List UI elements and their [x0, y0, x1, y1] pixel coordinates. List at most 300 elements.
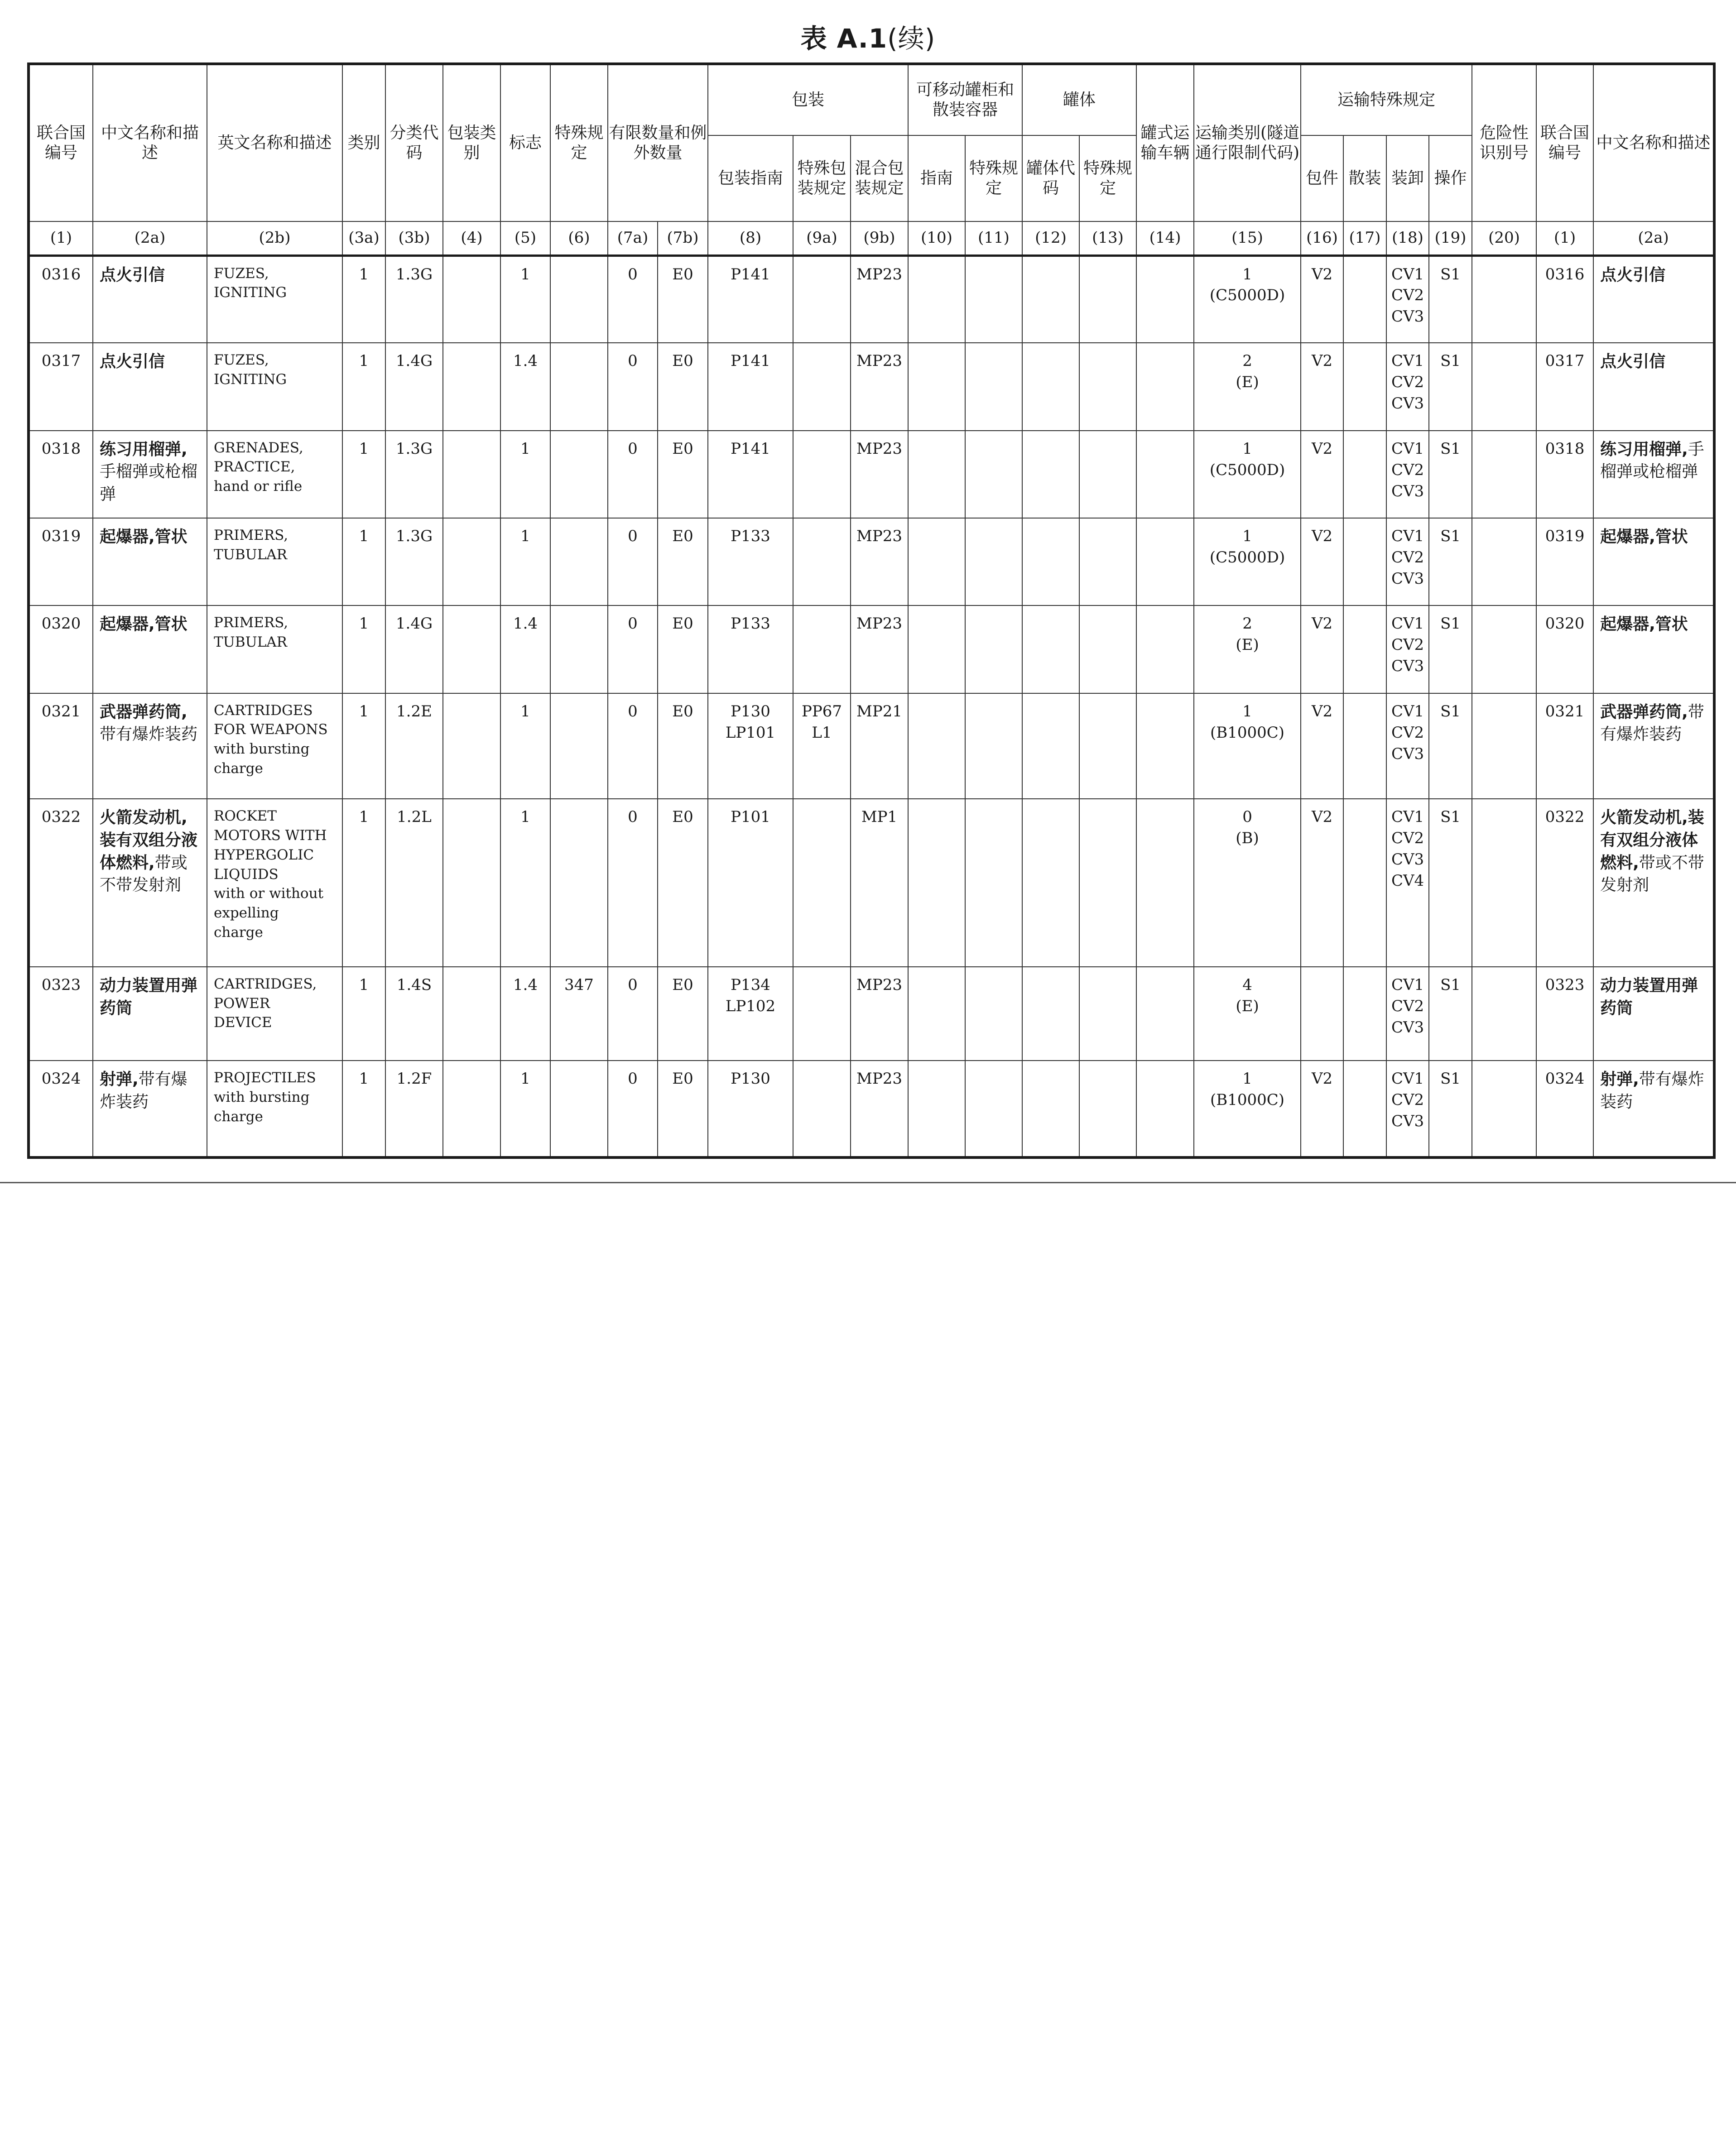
english-name-line: FUZES, — [214, 352, 269, 369]
english-name-description: with bursting — [214, 741, 310, 758]
tank-special-cell — [1079, 431, 1136, 518]
excepted-quantity-cell: E0 — [658, 431, 708, 518]
packages-provision-cell: V2 — [1301, 605, 1343, 693]
tunnel-restriction-code: (B1000C) — [1210, 723, 1285, 742]
chinese-name-cell — [93, 1061, 207, 1157]
operation-provision-cell: S1 — [1429, 799, 1472, 967]
tank-code-cell — [1022, 799, 1079, 967]
excepted-quantity-cell: E0 — [658, 605, 708, 693]
column-number: (7b) — [658, 221, 708, 255]
chinese-name-bold: 射弹, — [1600, 1070, 1639, 1089]
transport-category-cell — [1194, 255, 1301, 343]
bulk-provision-cell — [1343, 967, 1386, 1061]
un-number-repeat-cell: 0317 — [1536, 343, 1593, 430]
loading-code: CV1 — [1391, 615, 1424, 633]
excepted-quantity-cell: E0 — [658, 343, 708, 430]
loading-code: CV2 — [1391, 1091, 1424, 1109]
special-packing-provisions-cell — [793, 967, 851, 1061]
chinese-name-bold: 起爆器,管状 — [100, 528, 188, 547]
header-packages: 包件 — [1301, 135, 1343, 221]
classification-code-cell: 1.4S — [385, 967, 443, 1061]
transport-category-value: 2 — [1242, 615, 1252, 633]
packing-group-cell — [443, 967, 500, 1061]
table-row — [29, 343, 1714, 430]
chinese-name-repeat-cell — [1593, 255, 1714, 343]
classification-code-cell: 1.4G — [385, 343, 443, 430]
chinese-name-cell — [93, 693, 207, 799]
special-provisions-cell — [550, 518, 608, 605]
chinese-name-bold: 动力装置用弹药筒 — [100, 976, 198, 1018]
bulk-provision-cell — [1343, 799, 1386, 967]
loading-code: CV3 — [1391, 482, 1424, 500]
label-cell: 1.4 — [500, 343, 550, 430]
chinese-name-cell — [93, 255, 207, 343]
un-number-repeat-cell: 0321 — [1536, 693, 1593, 799]
label-cell: 1 — [500, 518, 550, 605]
chinese-name-bold: 武器弹药筒, — [1600, 702, 1688, 721]
portable-tank-instructions-cell — [908, 255, 965, 343]
english-name-cell — [207, 431, 342, 518]
loading-code: CV3 — [1391, 569, 1424, 588]
loading-code: CV2 — [1391, 373, 1424, 392]
excepted-quantity-cell: E0 — [658, 693, 708, 799]
packages-provision-cell: V2 — [1301, 693, 1343, 799]
chinese-name-bold: 点火引信 — [1600, 352, 1666, 371]
tunnel-restriction-code: (E) — [1236, 373, 1259, 392]
special-provisions-cell — [550, 255, 608, 343]
loading-code: CV1 — [1391, 439, 1424, 458]
packing-instruction-code: P141 — [731, 265, 770, 283]
loading-code: CV1 — [1391, 265, 1424, 283]
english-name-description: charge — [214, 924, 263, 941]
un-number-cell: 0319 — [29, 518, 93, 605]
tunnel-restriction-code: (E) — [1236, 997, 1259, 1015]
header-classification-code: 分类代码 — [385, 64, 443, 221]
portable-tank-instructions-cell — [908, 1061, 965, 1157]
english-name-description: with or without — [214, 885, 324, 902]
portable-tank-special-cell — [965, 799, 1022, 967]
limited-quantity-cell: 0 — [608, 693, 658, 799]
column-number: (2b) — [207, 221, 342, 255]
classification-code-cell: 1.3G — [385, 255, 443, 343]
class-cell: 1 — [342, 343, 385, 430]
column-number: (4) — [443, 221, 500, 255]
loading-provision-cell — [1386, 431, 1429, 518]
tank-special-cell — [1079, 967, 1136, 1061]
column-number: (13) — [1079, 221, 1136, 255]
mixed-packing-cell: MP1 — [851, 799, 908, 967]
loading-code: CV3 — [1391, 307, 1424, 326]
english-name-line: FOR WEAPONS — [214, 721, 328, 738]
table-row — [29, 967, 1714, 1061]
class-cell: 1 — [342, 255, 385, 343]
packing-instructions-cell — [708, 518, 793, 605]
tank-special-cell — [1079, 693, 1136, 799]
transport-category-cell — [1194, 343, 1301, 430]
operation-provision-cell: S1 — [1429, 431, 1472, 518]
header-packaging-group: 包装 — [708, 64, 908, 135]
english-name-line: FUZES, — [214, 265, 269, 282]
portable-tank-instructions-cell — [908, 967, 965, 1061]
operation-provision-cell: S1 — [1429, 518, 1472, 605]
hazard-id-cell — [1472, 605, 1536, 693]
chinese-name-bold: 点火引信 — [1600, 265, 1666, 284]
tank-vehicle-cell — [1136, 693, 1194, 799]
packing-instructions-cell — [708, 343, 793, 430]
loading-code: CV3 — [1391, 744, 1424, 763]
english-name-line: PRIMERS, — [214, 527, 289, 544]
limited-quantity-cell: 0 — [608, 343, 658, 430]
portable-tank-special-cell — [965, 343, 1022, 430]
class-cell: 1 — [342, 518, 385, 605]
table-title-continued: (续) — [887, 23, 936, 54]
special-provisions-cell — [550, 693, 608, 799]
table-title-main: 表 A.1 — [800, 23, 888, 54]
tunnel-restriction-code: (C5000D) — [1209, 286, 1285, 305]
page-bottom-rule — [0, 1182, 1736, 1183]
chinese-name-repeat-cell — [1593, 799, 1714, 967]
special-provisions-cell: 347 — [550, 967, 608, 1061]
transport-category-value: 1 — [1242, 702, 1252, 720]
packing-group-cell — [443, 343, 500, 430]
loading-provision-cell — [1386, 255, 1429, 343]
packing-instruction-code: P134 — [731, 975, 770, 994]
english-name-line: MOTORS WITH — [214, 827, 327, 844]
loading-code: CV1 — [1391, 1070, 1424, 1088]
column-number: (3b) — [385, 221, 443, 255]
label-cell: 1 — [500, 693, 550, 799]
transport-category-cell — [1194, 967, 1301, 1061]
header-un-number: 联合国编号 — [29, 64, 93, 221]
portable-tank-special-cell — [965, 693, 1022, 799]
packing-group-cell — [443, 605, 500, 693]
mixed-packing-cell: MP23 — [851, 605, 908, 693]
tank-code-cell — [1022, 255, 1079, 343]
chinese-name-repeat-cell — [1593, 605, 1714, 693]
operation-provision-cell: S1 — [1429, 1061, 1472, 1157]
mixed-packing-cell: MP23 — [851, 1061, 908, 1157]
column-number: (3a) — [342, 221, 385, 255]
header-tanks-group: 罐体 — [1022, 64, 1136, 135]
chinese-name-detail: 带有爆炸装药 — [100, 725, 198, 744]
table-row — [29, 605, 1714, 693]
packing-instruction-code: P141 — [731, 439, 770, 458]
loading-code: CV1 — [1391, 352, 1424, 370]
header-portable-tanks-group: 可移动罐柜和散装容器 — [908, 64, 1022, 135]
chinese-name-detail: 带有爆炸装药 — [1600, 702, 1704, 744]
tank-code-cell — [1022, 518, 1079, 605]
label-cell: 1 — [500, 255, 550, 343]
tank-vehicle-cell — [1136, 255, 1194, 343]
header-packing-group: 包装类别 — [443, 64, 500, 221]
transport-category-cell — [1194, 693, 1301, 799]
packing-group-cell — [443, 518, 500, 605]
hazard-id-cell — [1472, 967, 1536, 1061]
excepted-quantity-cell: E0 — [658, 799, 708, 967]
special-provisions-cell — [550, 431, 608, 518]
packing-instructions-cell — [708, 255, 793, 343]
english-name-cell — [207, 343, 342, 430]
dangerous-goods-table — [27, 62, 1716, 1159]
page-title — [0, 17, 1736, 55]
table-row — [29, 255, 1714, 343]
chinese-name-bold: 武器弹药筒, — [100, 702, 188, 721]
column-number: (6) — [550, 221, 608, 255]
loading-code: CV3 — [1391, 394, 1424, 413]
hazard-id-cell — [1472, 255, 1536, 343]
loading-code: CV2 — [1391, 548, 1424, 567]
chinese-name-cell — [93, 518, 207, 605]
header-tank-special-provisions: 特殊规定 — [1079, 135, 1136, 221]
transport-category-value: 1 — [1242, 1070, 1252, 1088]
un-number-repeat-cell: 0320 — [1536, 605, 1593, 693]
packing-group-cell — [443, 693, 500, 799]
mixed-packing-cell: MP23 — [851, 343, 908, 430]
packing-instructions-cell — [708, 431, 793, 518]
english-name-line: CARTRIDGES, — [214, 975, 317, 992]
classification-code-cell: 1.3G — [385, 518, 443, 605]
un-number-cell: 0320 — [29, 605, 93, 693]
tank-special-cell — [1079, 255, 1136, 343]
column-number: (1) — [1536, 221, 1593, 255]
portable-tank-special-cell — [965, 255, 1022, 343]
loading-code: CV1 — [1391, 527, 1424, 546]
english-name-cell — [207, 255, 342, 343]
special-provisions-cell — [550, 343, 608, 430]
header-chinese-name: 中文名称和描述 — [93, 64, 207, 221]
english-name-line: TUBULAR — [214, 546, 288, 563]
transport-category-value: 1 — [1242, 527, 1252, 546]
header-special-provisions: 特殊规定 — [550, 64, 608, 221]
chinese-name-detail: 带或不带发射剂 — [100, 853, 188, 895]
limited-quantity-cell: 0 — [608, 431, 658, 518]
header-limited-quantities: 有限数量和例外数量 — [608, 64, 708, 221]
column-number: (18) — [1386, 221, 1429, 255]
english-name-cell — [207, 967, 342, 1061]
header-tank-instructions: 指南 — [908, 135, 965, 221]
packages-provision-cell: V2 — [1301, 255, 1343, 343]
special-packing-code: PP67 — [802, 702, 842, 720]
table-row — [29, 693, 1714, 799]
table-row — [29, 1061, 1714, 1157]
limited-quantity-cell: 0 — [608, 518, 658, 605]
limited-quantity-cell: 0 — [608, 1061, 658, 1157]
portable-tank-instructions-cell — [908, 343, 965, 430]
header-packing-instructions: 包装指南 — [708, 135, 793, 221]
chinese-name-bold: 起爆器,管状 — [1600, 615, 1688, 634]
packing-instruction-code: P130 — [731, 1070, 770, 1088]
english-name-cell — [207, 605, 342, 693]
packing-instruction-code: P133 — [731, 615, 770, 633]
tank-vehicle-cell — [1136, 431, 1194, 518]
portable-tank-special-cell — [965, 431, 1022, 518]
special-packing-provisions-cell — [793, 343, 851, 430]
header-loading-unloading: 装卸 — [1386, 135, 1429, 221]
chinese-name-repeat-cell — [1593, 343, 1714, 430]
tank-code-cell — [1022, 967, 1079, 1061]
loading-code: CV2 — [1391, 286, 1424, 305]
loading-code: CV1 — [1391, 702, 1424, 720]
mixed-packing-cell: MP23 — [851, 518, 908, 605]
un-number-cell: 0321 — [29, 693, 93, 799]
packages-provision-cell: V2 — [1301, 431, 1343, 518]
label-cell: 1 — [500, 1061, 550, 1157]
chinese-name-cell — [93, 605, 207, 693]
chinese-name-bold: 起爆器,管状 — [100, 615, 188, 634]
packing-instructions-cell — [708, 799, 793, 967]
packing-instruction-code: P141 — [731, 352, 770, 370]
special-packing-provisions-cell — [793, 255, 851, 343]
classification-code-cell: 1.4G — [385, 605, 443, 693]
packing-instructions-cell — [708, 693, 793, 799]
class-cell: 1 — [342, 693, 385, 799]
loading-provision-cell — [1386, 693, 1429, 799]
table-row — [29, 518, 1714, 605]
column-number: (10) — [908, 221, 965, 255]
column-number: (2a) — [1593, 221, 1714, 255]
english-name-description: expelling — [214, 905, 279, 922]
packing-instruction-code: P133 — [731, 527, 770, 546]
class-cell: 1 — [342, 1061, 385, 1157]
packages-provision-cell: V2 — [1301, 518, 1343, 605]
excepted-quantity-cell: E0 — [658, 1061, 708, 1157]
packages-provision-cell: V2 — [1301, 799, 1343, 967]
column-number: (8) — [708, 221, 793, 255]
table-row — [29, 431, 1714, 518]
loading-code: CV2 — [1391, 997, 1424, 1015]
portable-tank-special-cell — [965, 967, 1022, 1061]
chinese-name-bold: 点火引信 — [100, 265, 165, 284]
column-number: (15) — [1194, 221, 1301, 255]
special-provisions-cell — [550, 1061, 608, 1157]
chinese-name-detail: 带有爆炸装药 — [1600, 1070, 1704, 1112]
loading-code: CV2 — [1391, 461, 1424, 479]
chinese-name-repeat-cell — [1593, 967, 1714, 1061]
column-number: (11) — [965, 221, 1022, 255]
chinese-name-bold: 点火引信 — [100, 352, 165, 371]
chinese-name-bold: 动力装置用弹药筒 — [1600, 976, 1698, 1018]
tank-code-cell — [1022, 693, 1079, 799]
column-number: (7a) — [608, 221, 658, 255]
chinese-name-bold: 火箭发动机,装有双组分液体燃料, — [100, 808, 198, 872]
column-number: (2a) — [93, 221, 207, 255]
packing-instruction-code: P130 — [731, 702, 770, 720]
chinese-name-repeat-cell — [1593, 518, 1714, 605]
transport-category-cell — [1194, 605, 1301, 693]
tunnel-restriction-code: (C5000D) — [1209, 461, 1285, 479]
header-chinese-name-repeat: 中文名称和描述 — [1593, 64, 1714, 221]
transport-category-cell — [1194, 518, 1301, 605]
packing-instructions-cell — [708, 1061, 793, 1157]
header-portable-tank-special-provisions: 特殊规定 — [965, 135, 1022, 221]
column-number: (9a) — [793, 221, 851, 255]
english-name-description: charge — [214, 1108, 263, 1125]
english-name-line: ROCKET — [214, 808, 277, 825]
bulk-provision-cell — [1343, 431, 1386, 518]
special-packing-provisions-cell — [793, 518, 851, 605]
packing-instruction-code: LP101 — [725, 723, 776, 742]
english-name-line: POWER — [214, 995, 270, 1012]
column-number: (19) — [1429, 221, 1472, 255]
un-number-repeat-cell: 0318 — [1536, 431, 1593, 518]
portable-tank-instructions-cell — [908, 605, 965, 693]
english-name-cell — [207, 693, 342, 799]
transport-category-value: 1 — [1242, 265, 1252, 283]
english-name-line: GRENADES, — [214, 439, 303, 456]
label-cell: 1.4 — [500, 605, 550, 693]
tunnel-restriction-code: (B) — [1236, 829, 1259, 848]
hazard-id-cell — [1472, 343, 1536, 430]
chinese-name-bold: 练习用榴弹, — [1600, 440, 1688, 459]
chinese-name-cell — [93, 799, 207, 967]
hazard-id-cell — [1472, 799, 1536, 967]
header-un-number-repeat: 联合国编号 — [1536, 64, 1593, 221]
excepted-quantity-cell: E0 — [658, 967, 708, 1061]
special-packing-provisions-cell — [793, 431, 851, 518]
bulk-provision-cell — [1343, 1061, 1386, 1157]
tank-special-cell — [1079, 799, 1136, 967]
label-cell: 1 — [500, 799, 550, 967]
loading-code: CV2 — [1391, 829, 1424, 848]
header-operation: 操作 — [1429, 135, 1472, 221]
english-name-description: hand or rifle — [214, 478, 303, 495]
transport-category-value: 0 — [1242, 808, 1252, 826]
loading-code: CV3 — [1391, 1112, 1424, 1131]
column-number: (1) — [29, 221, 93, 255]
packing-group-cell — [443, 431, 500, 518]
english-name-line: PRIMERS, — [214, 615, 289, 631]
class-cell: 1 — [342, 967, 385, 1061]
loading-code: CV3 — [1391, 1018, 1424, 1037]
bulk-provision-cell — [1343, 343, 1386, 430]
mixed-packing-cell: MP23 — [851, 255, 908, 343]
packages-provision-cell: V2 — [1301, 1061, 1343, 1157]
limited-quantity-cell: 0 — [608, 799, 658, 967]
operation-provision-cell: S1 — [1429, 343, 1472, 430]
english-name-cell — [207, 1061, 342, 1157]
column-number: (12) — [1022, 221, 1079, 255]
tank-code-cell — [1022, 431, 1079, 518]
chinese-name-detail: 带有爆炸装药 — [100, 1070, 188, 1112]
operation-provision-cell: S1 — [1429, 605, 1472, 693]
loading-code: CV2 — [1391, 723, 1424, 742]
packages-provision-cell — [1301, 967, 1343, 1061]
tank-code-cell — [1022, 1061, 1079, 1157]
tank-special-cell — [1079, 518, 1136, 605]
tank-special-cell — [1079, 1061, 1136, 1157]
special-packing-provisions-cell — [793, 693, 851, 799]
header-bulk: 散装 — [1343, 135, 1386, 221]
classification-code-cell: 1.2F — [385, 1061, 443, 1157]
packing-instruction-code: LP102 — [725, 997, 776, 1015]
tunnel-restriction-code: (E) — [1236, 636, 1259, 654]
operation-provision-cell: S1 — [1429, 693, 1472, 799]
loading-code: CV3 — [1391, 850, 1424, 869]
un-number-repeat-cell: 0324 — [1536, 1061, 1593, 1157]
header-special-packing-provisions: 特殊包装规定 — [793, 135, 851, 221]
tank-vehicle-cell — [1136, 343, 1194, 430]
header-mixed-packing-provisions: 混合包装规定 — [851, 135, 908, 221]
packing-group-cell — [443, 255, 500, 343]
loading-provision-cell — [1386, 967, 1429, 1061]
column-number: (16) — [1301, 221, 1343, 255]
class-cell: 1 — [342, 431, 385, 518]
tank-vehicle-cell — [1136, 799, 1194, 967]
english-name-line: DEVICE — [214, 1014, 272, 1031]
transport-category-value: 2 — [1242, 352, 1252, 370]
tunnel-restriction-code: (C5000D) — [1209, 548, 1285, 567]
header-class: 类别 — [342, 64, 385, 221]
